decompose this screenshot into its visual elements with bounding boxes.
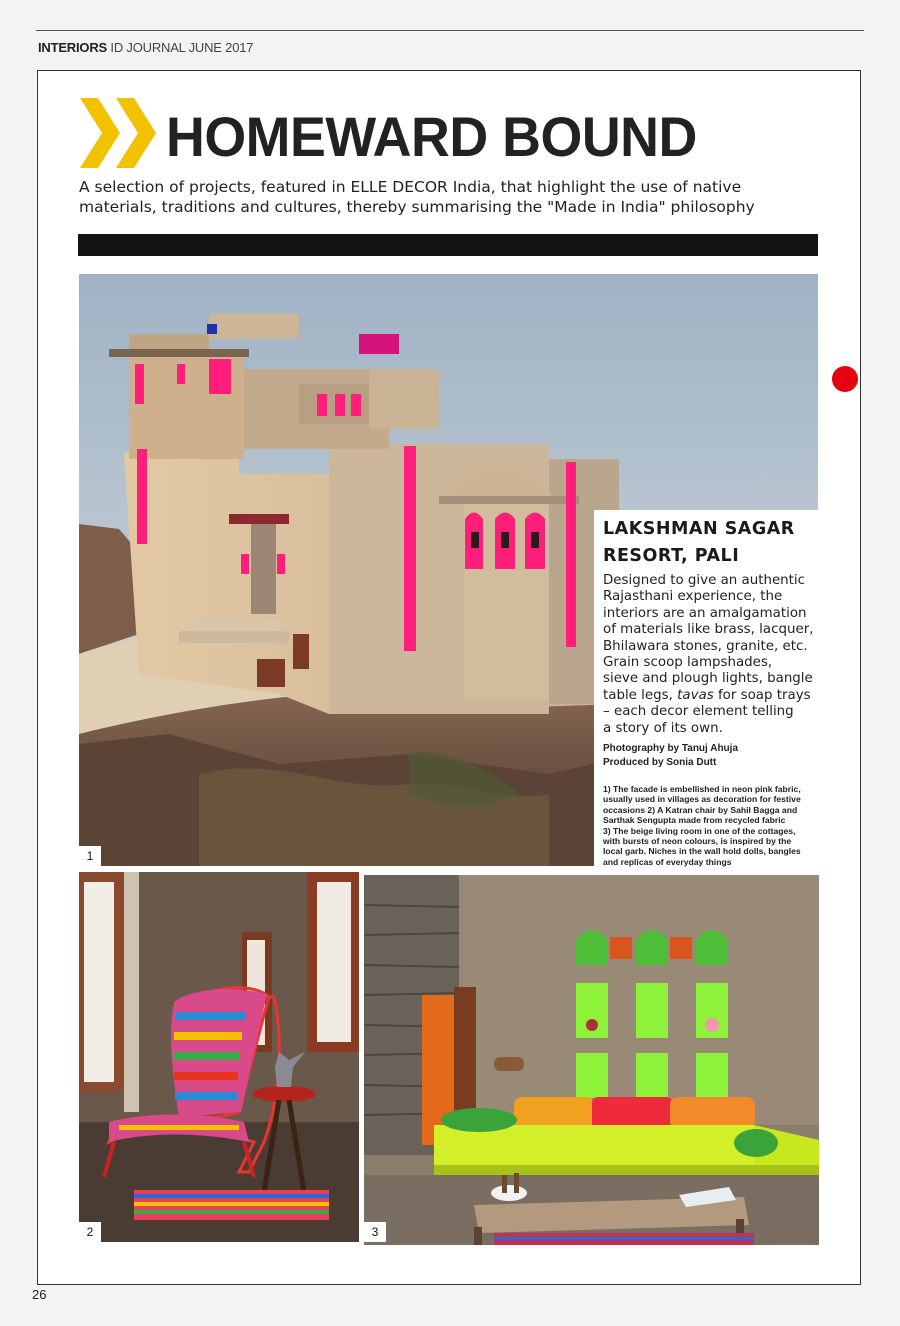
photo-number-3: 3	[364, 1222, 386, 1242]
caption-line: and replicas of everyday things	[603, 856, 732, 867]
photo-katran-chair	[79, 872, 359, 1242]
running-head	[38, 40, 253, 55]
header-rule	[36, 30, 864, 31]
caption-line: usually used in villages as decoration for festive	[603, 794, 801, 805]
feature-title-line-1: LAKSHMAN SAGAR	[603, 519, 795, 539]
body-line: Bhilawara stones, granite, etc.	[603, 638, 808, 654]
body-line: Grain scoop lampshades,	[603, 655, 773, 671]
caption-line: occasions 2) A Katran chair by Sahil Bagga and	[603, 804, 798, 815]
body-line: sieve and plough lights, bangle	[603, 671, 813, 687]
article-deck	[79, 177, 819, 217]
black-divider-bar	[78, 234, 818, 256]
body-line: Rajasthani experience, the	[603, 589, 783, 605]
body-line: of materials like brass, lacquer,	[603, 622, 814, 638]
deck-line-1: A selection of projects, featured in ELLE DECOR India, that highlight the use of native	[79, 178, 742, 196]
photo-credits	[603, 742, 818, 770]
photo-number-1: 1	[79, 846, 101, 866]
photo-number-2: 2	[79, 1222, 101, 1242]
body-line-8-italic: tavas	[677, 687, 714, 703]
producer-credit: Produced by Sonia Dutt	[603, 757, 717, 768]
photo-living-room	[364, 875, 819, 1245]
photo-captions	[603, 784, 817, 867]
body-line-8-pre: table legs,	[603, 687, 678, 703]
caption-line: Sarthak Sengupta made from recycled fabric	[603, 815, 786, 826]
feature-body	[603, 573, 825, 737]
caption-line: with bursts of neon colours, is inspired by the	[603, 836, 792, 847]
feature-title	[603, 516, 818, 570]
photography-credit: Photography by Tanuj Ahuja	[603, 743, 738, 754]
red-registration-dot	[832, 366, 858, 392]
running-head-publication: ID JOURNAL JUNE 2017	[110, 40, 254, 55]
caption-line: 3) The beige living room in one of the cottages,	[603, 825, 796, 836]
caption-line: 1) The facade is embellished in neon pink fabric,	[603, 784, 801, 794]
body-line-8-post: for soap trays	[713, 687, 811, 703]
body-line: interiors are an amalgamation	[603, 605, 807, 621]
running-head-section: INTERIORS	[38, 40, 107, 55]
body-line: – each decor element telling	[603, 704, 794, 720]
article-title: HOMEWARD BOUND	[166, 105, 697, 168]
body-line: Designed to give an authentic	[603, 573, 806, 588]
body-line-8	[603, 688, 825, 704]
double-chevron-right-icon	[80, 98, 160, 168]
page-number: 26	[32, 1287, 47, 1302]
caption-line: local garb. Niches in the wall hold dolls, bangles	[603, 846, 801, 857]
body-line: a story of its own.	[603, 720, 723, 736]
feature-title-line-2: RESORT, PALI	[603, 546, 740, 566]
deck-line-2: materials, traditions and cultures, thereby summarising the "Made in India" philosophy	[79, 198, 755, 216]
